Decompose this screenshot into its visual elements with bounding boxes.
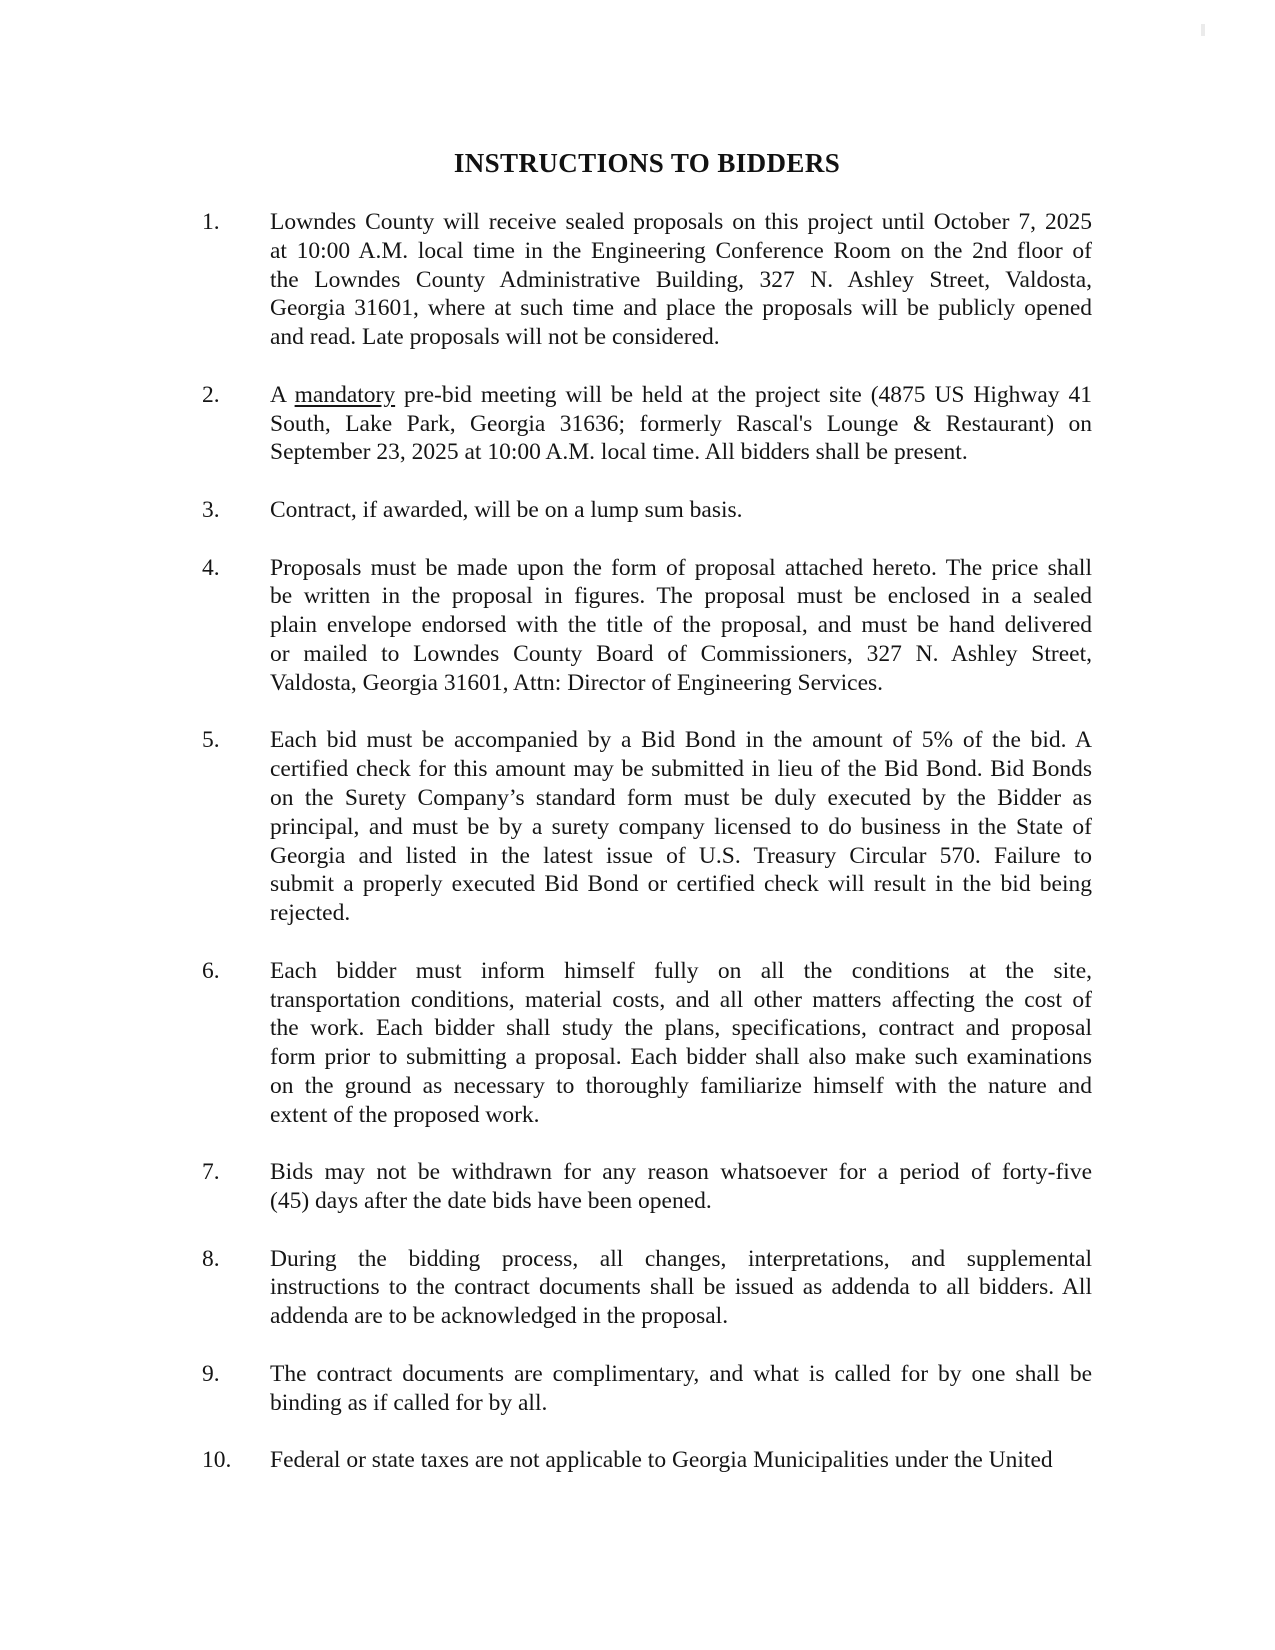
item-number: 8. (202, 1245, 220, 1272)
text-line: (45) days after the date bids have been opened. (270, 1188, 712, 1215)
list-item (202, 957, 1275, 1130)
text-segment: A (270, 381, 295, 408)
text-line: on the Surety Company’s standard form must be duly executed by the Bidder as (270, 784, 1092, 811)
list-item (202, 1446, 1275, 1475)
text-line: Proposals must be made upon the form of proposal attached hereto. The price shall (270, 554, 1092, 581)
list-item (202, 554, 1275, 698)
text-line: Georgia and listed in the latest issue of U.S. Treasury Circular 570. Failure to (270, 842, 1092, 869)
item-paragraph (270, 208, 1092, 352)
list-item (202, 1245, 1275, 1331)
item-number: 5. (202, 727, 220, 754)
item-number: 10. (202, 1447, 232, 1474)
text-line: Federal or state taxes are not applicable to Georgia Municipalities under the United (270, 1447, 1053, 1474)
list-item (202, 208, 1275, 352)
text-line: Georgia 31601, where at such time and place the proposals will be publicly opened (270, 295, 1092, 322)
item-number: 9. (202, 1360, 220, 1387)
list-item (202, 381, 1275, 467)
text-line: Contract, if awarded, will be on a lump sum basis. (270, 496, 743, 523)
instructions-list (0, 208, 1275, 1475)
item-number: 1. (202, 209, 220, 235)
item-number: 7. (202, 1159, 220, 1186)
list-item (202, 726, 1275, 928)
text-line: The contract documents are complimentary, and what is called for by one shall be (270, 1360, 1092, 1387)
text-line: be written in the proposal in figures. The proposal must be enclosed in a sealed (270, 583, 1092, 610)
item-paragraph (270, 1360, 1092, 1418)
item-paragraph (270, 1446, 1092, 1475)
text-line: instructions to the contract documents shall be issued as addenda to all bidders. All (270, 1274, 1092, 1301)
item-paragraph (270, 554, 1092, 698)
text-line: During the bidding process, all changes, interpretations, and supplemental (270, 1245, 1092, 1272)
item-paragraph (270, 1158, 1092, 1216)
item-number: 3. (202, 496, 220, 523)
item-number: 6. (202, 957, 220, 984)
text-line: Valdosta, Georgia 31601, Attn: Director of Engineering Services. (270, 669, 884, 696)
list-item (202, 1158, 1275, 1216)
text-line (270, 381, 1092, 410)
text-line: principal, and must be by a surety company licensed to do business in the State of (270, 813, 1092, 840)
text-line: at 10:00 A.M. local time in the Engineering Conference Room on the 2nd floor of (270, 237, 1092, 264)
text-line: Bids may not be withdrawn for any reason whatsoever for a period of forty-five (270, 1159, 1092, 1186)
text-line: certified check for this amount may be submitted in lieu of the Bid Bond. Bid Bonds (270, 756, 1092, 783)
text-line: extent of the proposed work. (270, 1101, 540, 1128)
text-line: rejected. (270, 900, 351, 927)
text-line: addenda are to be acknowledged in the proposal. (270, 1303, 729, 1330)
text-line: form prior to submitting a proposal. Each bidder shall also make such examinations (270, 1044, 1092, 1071)
text-line: the work. Each bidder shall study the plans, specifications, contract and proposal (270, 1015, 1092, 1042)
list-item (202, 1360, 1275, 1418)
text-line: Lowndes County will receive sealed proposals on this project until October 7, 2025 (270, 209, 1092, 235)
text-line: on the ground as necessary to thoroughly familiarize himself with the nature and (270, 1072, 1092, 1099)
item-paragraph (270, 1245, 1092, 1331)
text-line: September 23, 2025 at 10:00 A.M. local time. All bidders shall be present. (270, 439, 968, 466)
text-line: plain envelope endorsed with the title of the proposal, and must be hand delivered (270, 612, 1092, 639)
text-line: the Lowndes County Administrative Building, 327 N. Ashley Street, Valdosta, (270, 266, 1092, 293)
item-paragraph (270, 496, 1092, 525)
item-number: 4. (202, 554, 220, 581)
document-title: INSTRUCTIONS TO BIDDERS (453, 148, 841, 178)
text-line: Each bidder must inform himself fully on all the conditions at the site, (270, 957, 1092, 984)
scan-artifact (1201, 24, 1205, 36)
text-line: transportation conditions, material costs, and all other matters affecting the cost of (270, 986, 1092, 1013)
text-line: or mailed to Lowndes County Board of Commissioners, 327 N. Ashley Street, (270, 640, 1092, 667)
text-segment: pre-bid meeting will be held at the project site (4875 US Highway 41 (395, 381, 1092, 408)
item-number: 2. (202, 381, 220, 408)
text-line: South, Lake Park, Georgia 31636; formerly Rascal's Lounge & Restaurant) on (270, 410, 1092, 437)
item-paragraph (270, 957, 1092, 1130)
text-line: submit a properly executed Bid Bond or certified check will result in the bid being (270, 871, 1092, 898)
list-item (202, 496, 1275, 525)
item-paragraph (270, 726, 1092, 928)
item-paragraph (270, 381, 1092, 467)
text-line: Each bid must be accompanied by a Bid Bond in the amount of 5% of the bid. A (270, 727, 1092, 754)
text-line: binding as if called for by all. (270, 1389, 548, 1416)
text-line: and read. Late proposals will not be considered. (270, 324, 720, 351)
underlined-text: mandatory (294, 381, 396, 408)
